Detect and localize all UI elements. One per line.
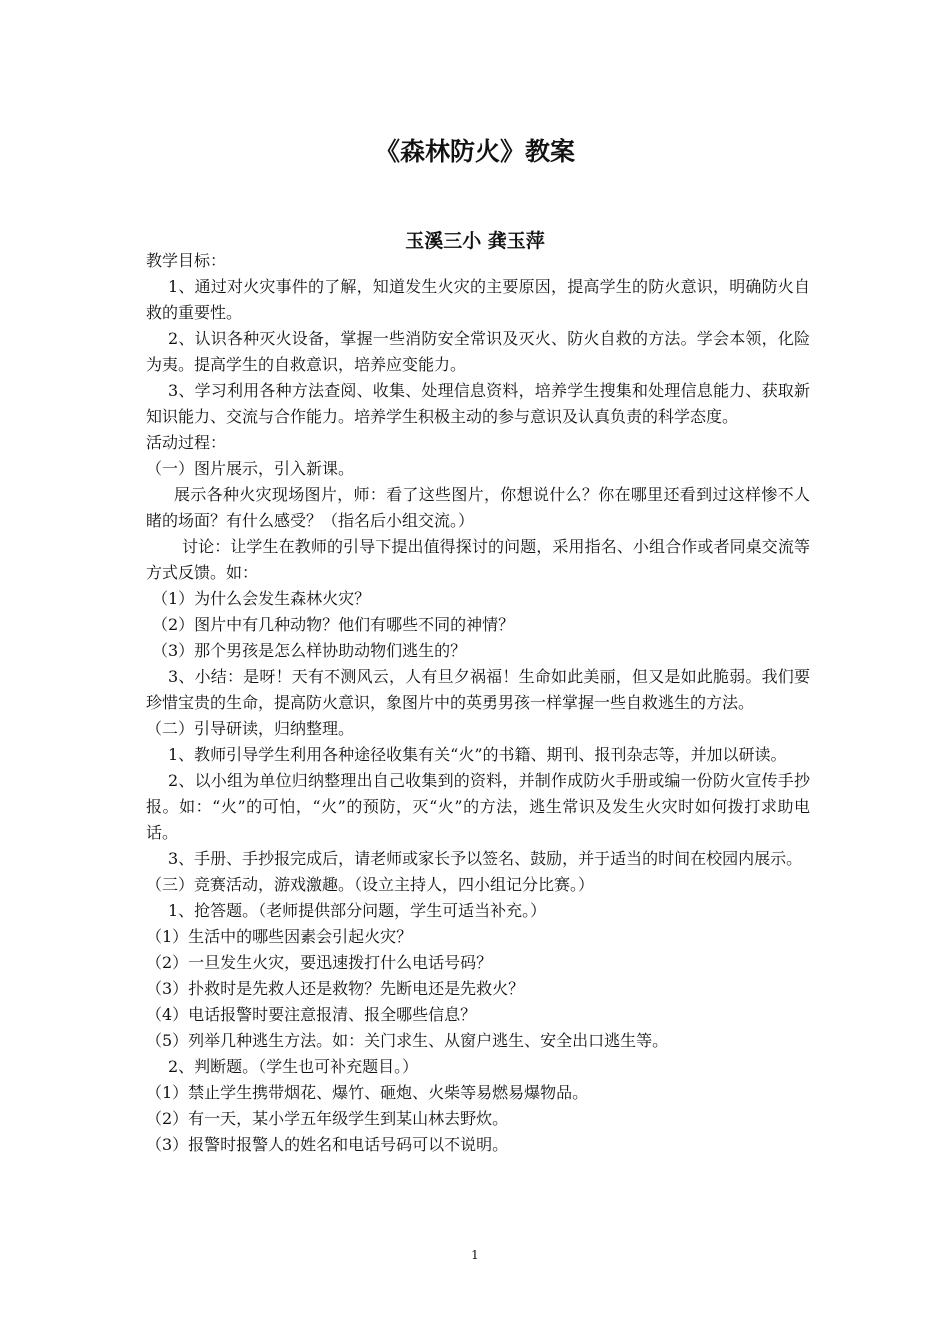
section-heading: 活动过程： [146,433,227,452]
page-number: 1 [471,1248,479,1262]
list-item: （3）扑救时是先救人还是救物？先断电还是先救火？ [146,979,525,998]
paragraph: 3、学习利用各种方法查阅、收集、处理信息资料，培养学生搜集和处理信息能力、获取新知识能力、交流与合作能力。培养学生积极主动的参与意识及认真负责的科学态度。 [146,381,810,426]
paragraph: 展示各种火灾现场图片，师：看了这些图片，你想说什么？你在哪里还看到过这样惨不人睹的场面？有什么感受？（指名后小组交流。） [146,485,810,530]
list-item: （1）禁止学生携带烟花、爆竹、砸炮、火柴等易燃易爆物品。 [146,1083,589,1102]
list-item: （2）有一天，某小学五年级学生到某山林去野炊。 [146,1109,509,1128]
section-heading: （三）竞赛活动，游戏激趣。（设立主持人，四小组记分比赛。） [146,875,595,894]
list-item: （3）报警时报警人的姓名和电话号码可以不说明。 [146,1135,509,1154]
paragraph: 1、通过对火灾事件的了解，知道发生火灾的主要原因，提高学生的防火意识，明确防火自救的重要性。 [146,277,810,322]
paragraph: 1、抢答题。（老师提供部分问题，学生可适当补充。） [168,901,547,920]
paragraph: 2、认识各种灭火设备，掌握一些消防安全常识及灭火、防火自救的方法。学会本领，化险为夷。提高学生的自救意识，培养应变能力。 [146,329,810,374]
list-item: （1）为什么会发生森林火灾？ [152,589,371,608]
section-heading: 教学目标： [146,251,227,270]
paragraph: 3、手册、手抄报完成后，请老师或家长予以签名、鼓励，并于适当的时间在校园内展示。 [168,849,803,868]
section-heading: （二）引导研读，归纳整理。 [146,719,355,738]
list-item: （5）列举几种逃生方法。如：关门求生、从窗户逃生、安全出口逃生等。 [146,1031,669,1050]
paragraph: 3、小结：是呀！天有不测风云，人有旦夕祸福！生命如此美丽，但又是如此脆弱。我们要珍惜宝贵的生命，提高防火意识，象图片中的英勇男孩一样掌握一些自救逃生的方法。 [146,667,810,712]
list-item: （1）生活中的哪些因素会引起火灾？ [146,927,413,946]
document-title: 《森林防火》教案 [374,137,575,166]
list-item: （2）图片中有几种动物？他们有哪些不同的神情？ [152,615,515,634]
section-heading: （一）图片展示，引入新课。 [146,459,355,478]
paragraph: 2、判断题。（学生也可补充题目。） [168,1057,419,1076]
list-item: （3）那个男孩是怎么样协助动物们逃生的？ [152,641,467,660]
paragraph: 1、教师引导学生利用各种途径收集有关“火”的书籍、期刊、报刊杂志等，并加以研读。 [168,745,787,764]
paragraph: 讨论：让学生在教师的引导下提出值得探讨的问题，采用指名、小组合作或者同桌交流等方式反馈。如： [146,537,810,582]
paragraph: 2、以小组为单位归纳整理出自己收集到的资料，并制作成防火手册或编一份防火宣传手抄报。如：“火”的可怕，“火”的预防，灭“火”的方法，逃生常识及发生火灾时如何拨打求助电话。 [146,771,810,842]
list-item: （4）电话报警时要注意报清、报全哪些信息？ [146,1005,477,1024]
document-author: 玉溪三小 龚玉萍 [405,230,545,252]
list-item: （2）一旦发生火灾，要迅速拨打什么电话号码？ [146,953,493,972]
document-body [146,248,810,1158]
